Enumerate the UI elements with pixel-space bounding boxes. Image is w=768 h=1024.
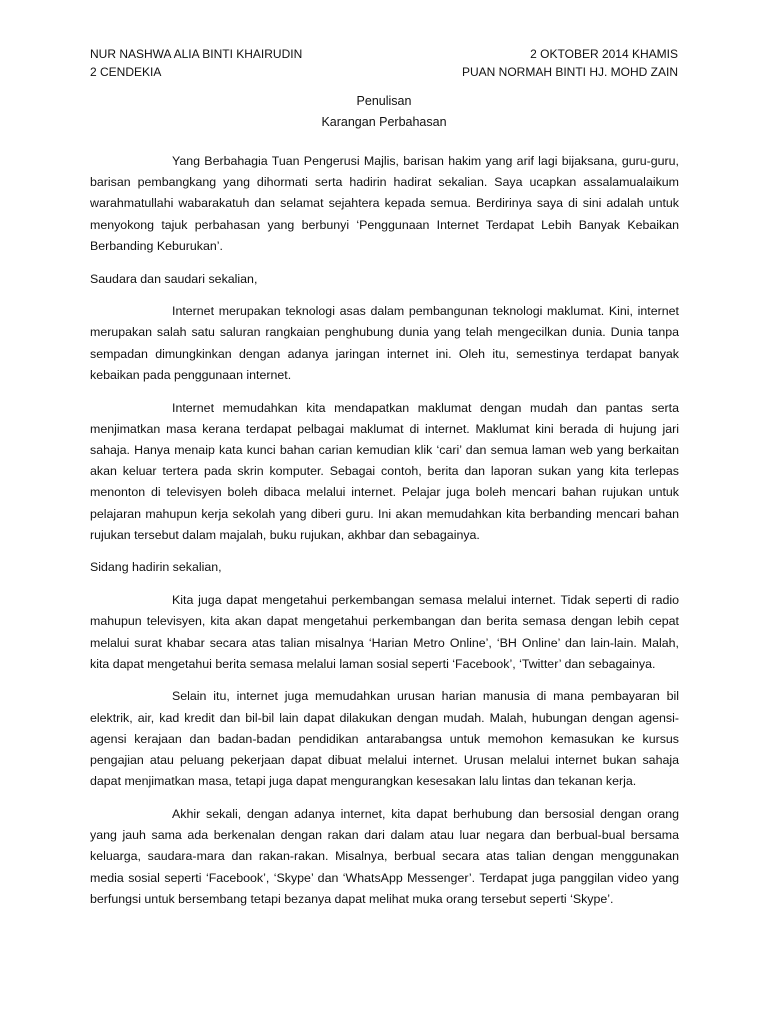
paragraph-current-news: Kita juga dapat mengetahui perkembangan semasa melalui internet. Tidak seperti di radio mahupun televisyen, kita akan dapat mengetahui perkembangan dan berita semasa dengan lebih cepat melalui surat khabar secara atas talian misalnya ‘Harian Metro Online’, ‘BH Online’ dan lain-lain. Malah, kita dapat mengetahui berita semasa melalui laman sosial seperti ‘Facebook’, ‘Twitter’ dan sebagainya. — [90, 593, 679, 671]
student-name: NUR NASHWA ALIA BINTI KHAIRUDIN — [90, 47, 303, 61]
paragraph-opening: Yang Berbahagia Tuan Pengerusi Majlis, barisan hakim yang arif lagi bijaksana, guru-guru, barisan pembangkang yang dihormati serta hadirin hadirat sekalian. Saya ucapkan assalamualaikum warahmatullahi wabarakatuh dan selamat sejahtera kepada semua. Berdirinya saya di sini adalah untuk menyokong tajuk perbahasan yang berbunyi ‘Penggunaan Internet Terdapat Lebih Banyak Kebaikan Berbanding Keburukan’. — [90, 154, 679, 253]
paragraph-socializing: Akhir sekali, dengan adanya internet, kita dapat berhubung dan bersosial dengan orang yang jauh sama ada berkenalan dengan rakan dari dalam atau luar negara dan berbual-bual bersama keluarga, saudara-mara dan rakan-rakan. Misalnya, berbual secara atas talian dengan menggunakan media sosial seperti ‘Facebook’, ‘Skype’ dan ‘WhatsApp Messenger’. Terdapat juga panggilan video yang berfungsi untuk bersembang tetapi bezanya dapat melihat muka orang tersebut seperti ‘Skype’. — [90, 806, 679, 906]
paragraph-daily-affairs: Selain itu, internet juga memudahkan urusan harian manusia di mana pembayaran bil elektrik, air, kad kredit dan bil-bil lain dapat dilakukan dengan mudah. Malah, hubungan dengan agensi-agensi kerajaan dan badan-badan pendidikan antarabangsa untuk memohon kemasukan ke kursus pengajian atau peluang pekerjaan dapat dibuat melalui internet. Urusan melalui internet bukan sahaja dapat menjimatkan masa, tetapi juga dapat mengurangkan kesesakan lalu lintas dan tekanan kerja. — [90, 689, 679, 789]
salutation-1: Saudara dan saudari sekalian, — [90, 271, 258, 286]
header-row-bottom — [90, 64, 678, 80]
teacher-name: PUAN NORMAH BINTI HJ. MOHD ZAIN — [461, 65, 678, 79]
date-day: 2 OKTOBER 2014 KHAMIS — [530, 47, 678, 61]
paragraph-internet-basics: Internet merupakan teknologi asas dalam pembangunan teknologi maklumat. Kini, internet merupakan salah satu saluran rangkaian penghubung dunia yang telah mengecilkan dunia. Dunia tanpa sempadan dimungkinkan dengan adanya jaringan internet ini. Oleh itu, semestinya terdapat banyak kebaikan pada penggunaan internet. — [90, 304, 679, 382]
header-row-top — [90, 46, 678, 62]
essay-body — [90, 151, 679, 922]
salutation-2: Sidang hadirin sekalian, — [90, 560, 222, 575]
document-subtitle: Karangan Perbahasan — [321, 115, 447, 129]
document-title: Penulisan — [356, 94, 412, 108]
class-name: 2 CENDEKIA — [90, 65, 162, 79]
paragraph-information-access: Internet memudahkan kita mendapatkan maklumat dengan mudah dan pantas serta menjimatkan masa kerana terdapat pelbagai maklumat di internet. Maklumat kini berada di hujung jari sahaja. Hanya menaip kata kunci bahan carian kemudian klik ‘cari’ dan semua laman web yang berkaitan akan keluar tertera pada skrin komputer. Sebagai contoh, berita dan laporan sukan yang kita terlepas menonton di televisyen boleh dibaca melalui internet. Pelajar juga boleh mencari bahan rujukan untuk pelajaran mahupun kerja sekolah yang diberi guru. Ini akan memudahkan kita berbanding mencari bahan rujukan tersebut dalam majalah, buku rujukan, akhbar dan sebagainya. — [90, 400, 679, 542]
